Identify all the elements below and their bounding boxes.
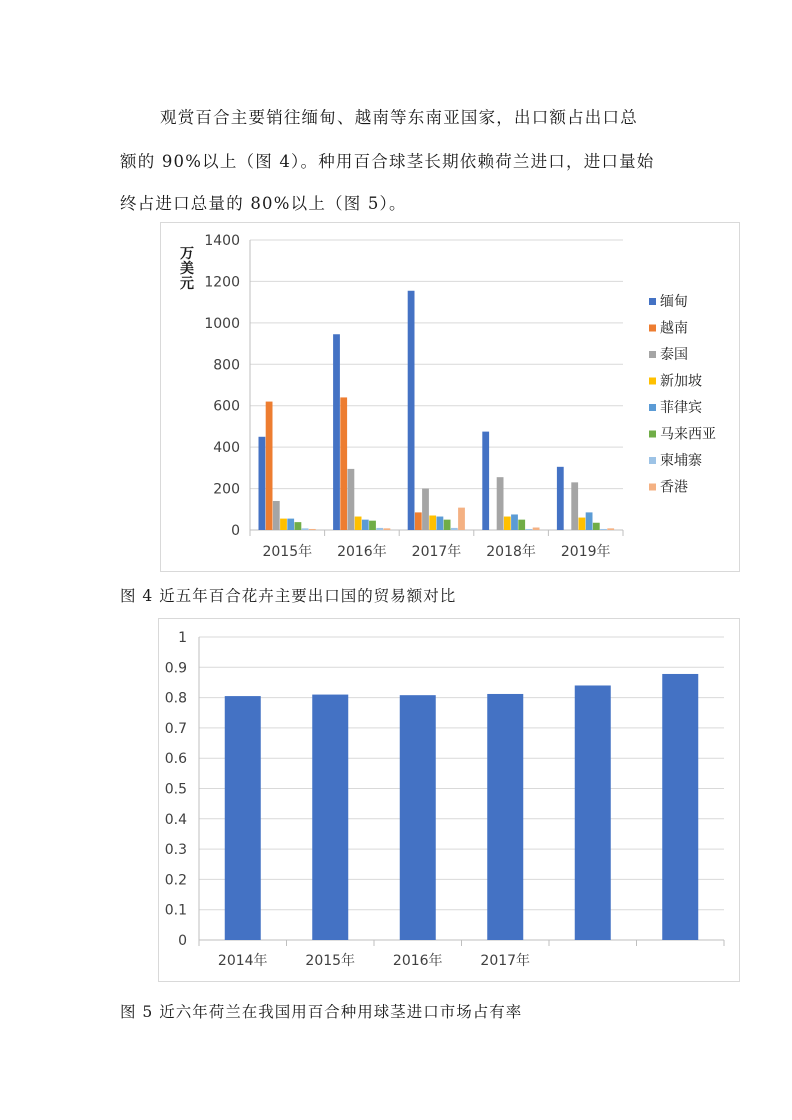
figure-4-caption: 图 4 近五年百合花卉主要出口国的贸易额对比 xyxy=(120,587,457,605)
y-tick-label: 1400 xyxy=(204,233,240,249)
bar xyxy=(302,528,309,530)
bar xyxy=(295,522,302,530)
bar xyxy=(526,529,533,530)
bar xyxy=(444,520,451,530)
y-tick-label: 0.6 xyxy=(164,751,187,768)
y-tick-label: 1 xyxy=(178,630,187,646)
y-tick-label: 0.5 xyxy=(164,781,187,798)
bar xyxy=(571,482,578,530)
bar xyxy=(593,523,600,530)
legend-swatch xyxy=(649,431,656,438)
legend-label: 柬埔寨 xyxy=(660,453,702,469)
legend-label: 越南 xyxy=(660,320,688,337)
legend-label: 新加坡 xyxy=(660,373,702,390)
bar xyxy=(429,516,436,531)
y-axis-title: 万美元 xyxy=(180,246,194,292)
y-tick-label: 0.7 xyxy=(164,720,187,737)
bar xyxy=(511,514,518,530)
bar xyxy=(273,501,280,530)
bar xyxy=(607,528,614,530)
bar xyxy=(408,291,415,530)
y-tick-label: 0.4 xyxy=(164,811,187,828)
bar xyxy=(355,517,362,530)
bar xyxy=(348,469,355,530)
paragraph-line-2: 额的 90%以上（图 4）。种用百合球茎长期依赖荷兰进口，进口量始 xyxy=(120,152,655,171)
bar xyxy=(437,517,444,530)
y-tick-label: 0 xyxy=(231,523,240,539)
y-tick-label: 0.8 xyxy=(164,690,187,707)
bar xyxy=(533,528,540,530)
y-tick-label: 0.9 xyxy=(164,660,187,677)
legend-swatch xyxy=(649,298,656,305)
x-tick-label: 2018年 xyxy=(486,544,536,560)
y-tick-label: 1200 xyxy=(204,274,240,291)
x-tick-label: 2017年 xyxy=(480,953,531,969)
bar xyxy=(487,694,523,940)
bar xyxy=(384,528,391,530)
paragraph-line-3: 终占进口总量的 80%以上（图 5）。 xyxy=(120,194,407,213)
y-tick-label: 0.2 xyxy=(164,872,187,889)
legend-label: 菲律宾 xyxy=(660,400,702,416)
y-tick-label: 600 xyxy=(213,398,240,415)
bar xyxy=(280,519,287,530)
x-tick-label: 2015年 xyxy=(305,953,356,969)
y-tick-label: 800 xyxy=(213,357,240,374)
bar xyxy=(340,397,347,530)
x-tick-label: 2016年 xyxy=(392,953,443,969)
x-tick-label: 2015年 xyxy=(262,544,313,560)
legend-label: 泰国 xyxy=(660,347,688,363)
bar xyxy=(266,402,273,530)
market-share-chart xyxy=(158,618,740,982)
bar xyxy=(362,520,369,530)
paragraph-line-1: 观赏百合主要销往缅甸、越南等东南亚国家，出口额占出口总 xyxy=(160,108,638,127)
bar xyxy=(458,508,465,530)
y-tick-label: 0.1 xyxy=(164,902,187,919)
bar xyxy=(662,674,698,940)
bar xyxy=(333,334,340,530)
bar xyxy=(400,695,436,940)
legend-swatch xyxy=(649,457,656,464)
x-tick-label: 2014年 xyxy=(217,953,268,969)
legend-swatch xyxy=(649,404,656,411)
bar xyxy=(557,467,564,530)
legend-label: 香港 xyxy=(660,479,688,496)
x-tick-label: 2016年 xyxy=(337,544,387,560)
bar xyxy=(309,529,316,530)
y-tick-label: 0.3 xyxy=(164,842,187,859)
legend-label: 缅甸 xyxy=(660,294,688,310)
legend-swatch xyxy=(649,484,656,491)
chart-frame xyxy=(161,223,740,572)
bar xyxy=(482,432,489,530)
y-tick-label: 0 xyxy=(178,933,187,949)
x-tick-label: 2019年 xyxy=(560,544,611,560)
bar xyxy=(225,696,261,940)
legend-swatch xyxy=(649,351,656,358)
bar xyxy=(575,685,611,940)
bar xyxy=(415,512,422,530)
bar xyxy=(497,477,504,530)
y-tick-label: 400 xyxy=(213,440,240,457)
export-trade-chart xyxy=(160,222,740,572)
legend-swatch xyxy=(649,325,656,332)
bar xyxy=(376,528,383,530)
legend-swatch xyxy=(649,378,656,385)
bar xyxy=(369,521,376,530)
figure-5-caption: 图 5 近六年荷兰在我国用百合种用球茎进口市场占有率 xyxy=(120,1003,523,1021)
bar xyxy=(579,518,586,530)
bar xyxy=(422,489,429,530)
legend-label: 马来西亚 xyxy=(660,426,716,443)
bar xyxy=(312,695,348,940)
bar xyxy=(451,528,458,530)
y-tick-label: 1000 xyxy=(204,315,240,332)
bar xyxy=(259,437,266,530)
x-tick-label: 2017年 xyxy=(411,544,462,560)
y-tick-label: 200 xyxy=(213,481,240,498)
bar xyxy=(600,529,607,530)
bar xyxy=(287,519,294,530)
bar xyxy=(586,512,593,530)
bar xyxy=(504,517,511,530)
bar xyxy=(518,520,525,530)
